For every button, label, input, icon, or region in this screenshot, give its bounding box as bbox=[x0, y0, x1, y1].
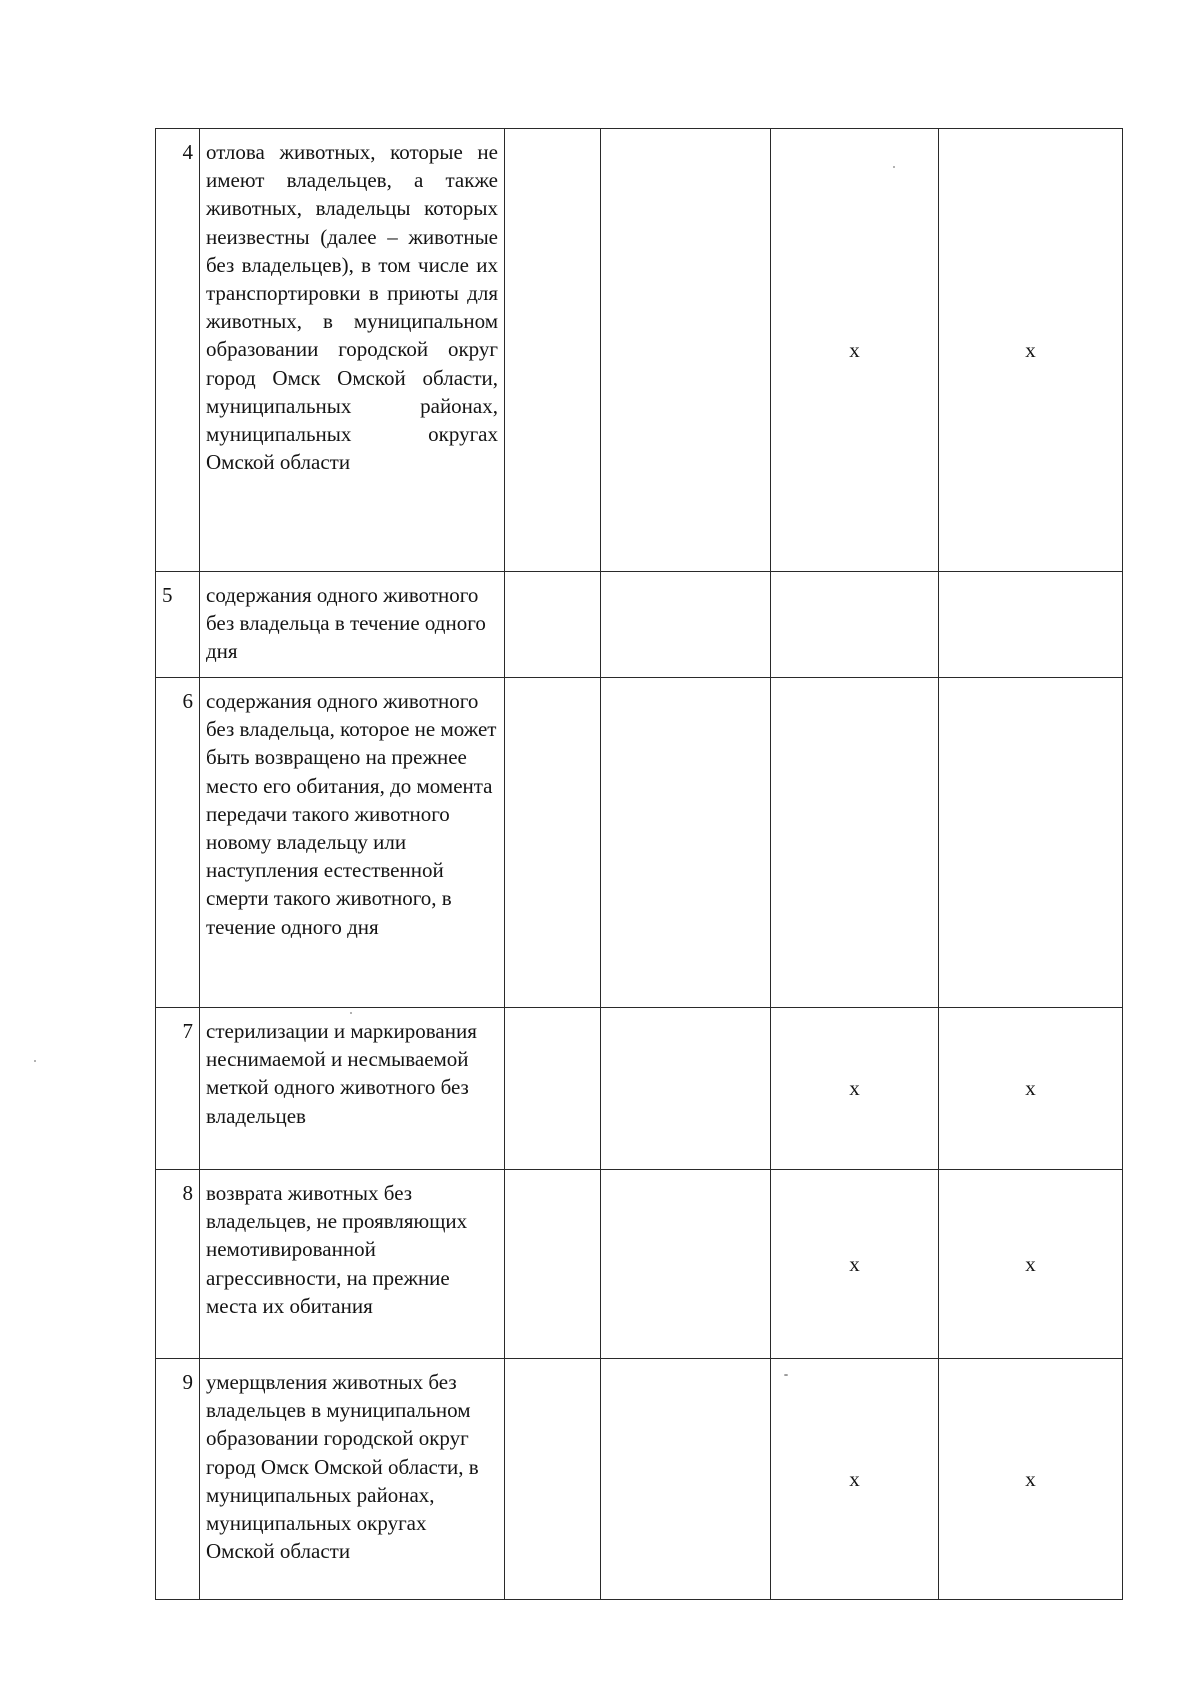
cell-col3 bbox=[505, 1170, 601, 1359]
cell-col3 bbox=[505, 1359, 601, 1600]
cell-col3 bbox=[505, 129, 601, 572]
table-row bbox=[156, 1359, 1123, 1600]
row-description: стерилизации и маркирования неснимаемой и несмываемой меткой одного животного без владельцев bbox=[200, 1008, 505, 1170]
cell-col5-mark: х bbox=[771, 1008, 939, 1170]
cell-col4 bbox=[601, 572, 771, 678]
cell-col4 bbox=[601, 1170, 771, 1359]
cell-col6-mark: х bbox=[939, 129, 1123, 572]
table-row bbox=[156, 129, 1123, 572]
cell-col6-mark bbox=[939, 678, 1123, 1008]
cell-col4 bbox=[601, 1359, 771, 1600]
cell-col5-mark: х bbox=[771, 1170, 939, 1359]
tariff-table bbox=[155, 128, 1123, 1600]
cell-col3 bbox=[505, 1008, 601, 1170]
cell-col6-mark: х bbox=[939, 1170, 1123, 1359]
scan-speck bbox=[34, 1060, 36, 1062]
table-row bbox=[156, 1008, 1123, 1170]
cell-col5-mark bbox=[771, 572, 939, 678]
scan-speck bbox=[784, 1374, 788, 1376]
table-row bbox=[156, 678, 1123, 1008]
cell-col5-mark bbox=[771, 678, 939, 1008]
cell-col4 bbox=[601, 1008, 771, 1170]
cell-col4 bbox=[601, 129, 771, 572]
row-number: 4 bbox=[156, 129, 200, 572]
row-number: 6 bbox=[156, 678, 200, 1008]
cell-col6-mark bbox=[939, 572, 1123, 678]
scan-speck bbox=[893, 166, 895, 168]
row-number: 9 bbox=[156, 1359, 200, 1600]
cell-col6-mark: х bbox=[939, 1359, 1123, 1600]
cell-col5-mark: х bbox=[771, 1359, 939, 1600]
table-row bbox=[156, 572, 1123, 678]
cell-col3 bbox=[505, 678, 601, 1008]
table-row bbox=[156, 1170, 1123, 1359]
row-description: содержания одного животного без владельца в течение одного дня bbox=[200, 572, 505, 678]
row-number: 7 bbox=[156, 1008, 200, 1170]
row-number: 5 bbox=[156, 572, 200, 678]
cell-col3 bbox=[505, 572, 601, 678]
row-description: возврата животных без владельцев, не проявляющих немотивированной агрессивности, на прежние места их обитания bbox=[200, 1170, 505, 1359]
row-number: 8 bbox=[156, 1170, 200, 1359]
cell-col4 bbox=[601, 678, 771, 1008]
row-description: содержания одного животного без владельца, которое не может быть возвращено на прежнее место его обитания, до момента передачи такого животного новому владельцу или наступления естественной смерти такого животного, в течение одного дня bbox=[200, 678, 505, 1008]
cell-col6-mark: х bbox=[939, 1008, 1123, 1170]
scan-speck bbox=[350, 1012, 352, 1014]
row-description: отлова животных, которые не имеют владельцев, а также животных, владельцы которых неизвестны (далее – животные без владельцев), в том числе их транспортировки в приюты для животных, в муниципальном образовании городской округ город Омск Омской области, муниципальных районах, муниципальных округах Омской области bbox=[200, 129, 505, 572]
cell-col5-mark: х bbox=[771, 129, 939, 572]
row-description: умерщвления животных без владельцев в муниципальном образовании городской округ город Омск Омской области, в муниципальных районах, муниципальных округах Омской области bbox=[200, 1359, 505, 1600]
